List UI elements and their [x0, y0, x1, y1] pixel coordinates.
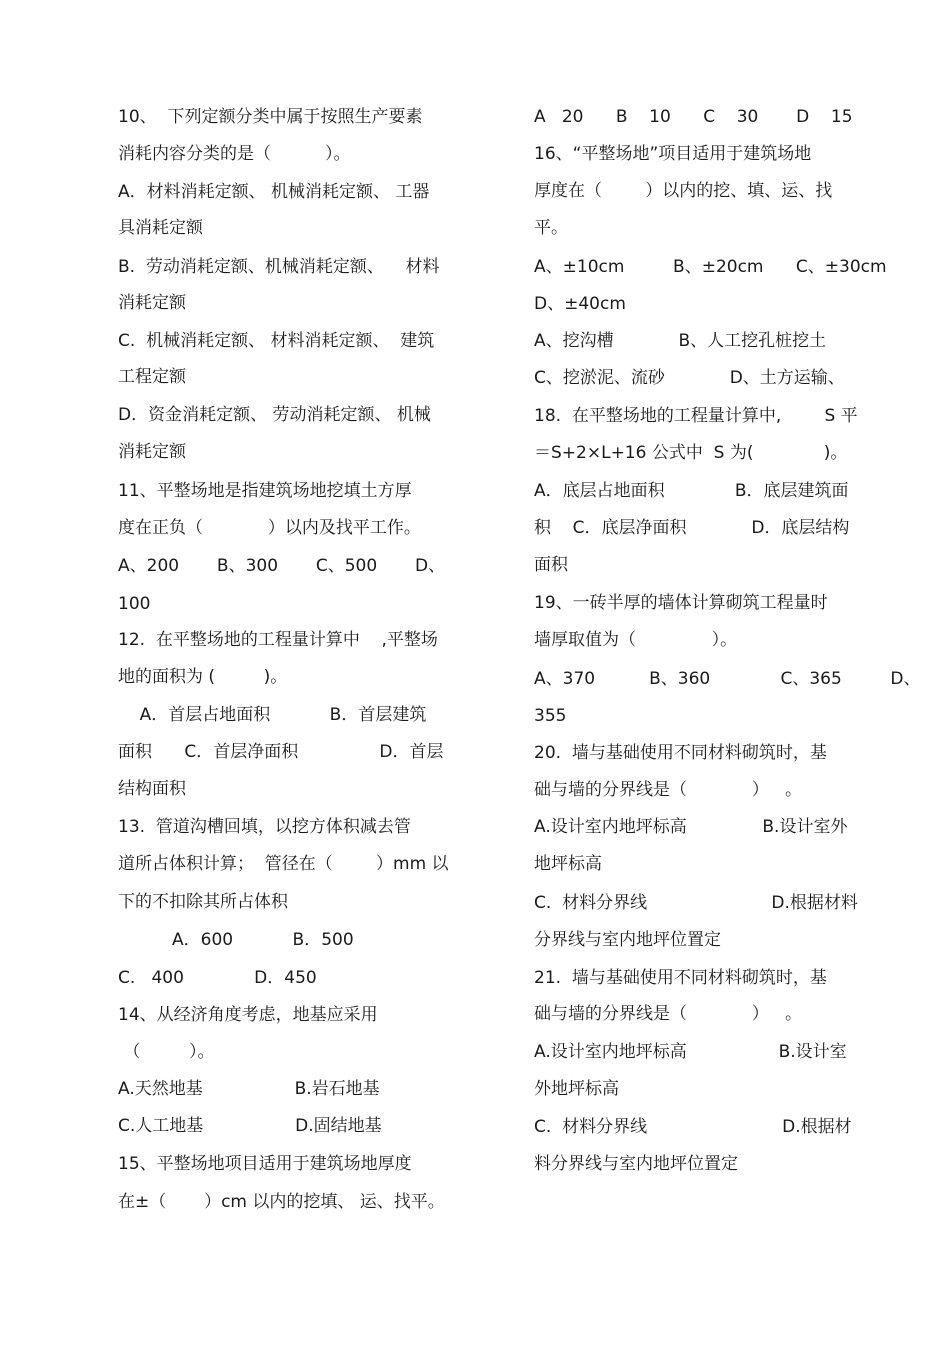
- text-line: A 20 B 10 C 30 D 15: [534, 107, 853, 127]
- text-line: 工程定额: [118, 367, 186, 387]
- text-line: 料分界线与室内地坪位置定: [534, 1154, 738, 1174]
- text-line: C. 材料分界线 D.根据材料: [534, 893, 858, 913]
- text-line: 消耗定额: [118, 442, 186, 462]
- text-line: D、±40cm: [534, 294, 626, 314]
- text-line: 18. 在平整场地的工程量计算中, S 平: [534, 406, 858, 426]
- text-line: A．首层占地面积 B．首层建筑: [118, 705, 427, 725]
- text-line: 面积 C．首层净面积 D．首层: [118, 742, 444, 762]
- text-line: C. 材料分界线 D.根据材: [534, 1117, 852, 1137]
- text-line: A.设计室内地坪标高 B.设计室外: [534, 817, 848, 837]
- text-line: 15、平整场地项目适用于建筑场地厚度: [118, 1154, 412, 1174]
- text-line: 21. 墙与基础使用不同材料砌筑时，基: [534, 968, 827, 988]
- text-line: C、挖淤泥、流砂 D、土方运输、: [534, 368, 845, 388]
- text-line: A、370 B、360 C、365 D、: [534, 669, 921, 689]
- text-line: A.设计室内地坪标高 B.设计室: [534, 1042, 847, 1062]
- text-line: 础与墙的分界线是（ ） 。: [534, 1004, 803, 1024]
- text-line: 16、“平整场地”项目适用于建筑场地: [534, 144, 812, 164]
- text-line: 道所占体积计算； 管径在（ ）mm 以: [118, 854, 449, 874]
- text-line: 平。: [534, 218, 568, 238]
- text-line: 分界线与室内地坪位置定: [534, 930, 721, 950]
- text-line: 355: [534, 706, 567, 726]
- text-line: 面积: [534, 555, 568, 575]
- text-line: A.天然地基 B.岩石地基: [118, 1079, 380, 1099]
- text-line: 础与墙的分界线是（ ） 。: [534, 780, 803, 800]
- text-line: C. 机械消耗定额、 材料消耗定额、 建筑: [118, 331, 435, 351]
- text-line: A、±10cm B、±20cm C、±30cm: [534, 257, 887, 277]
- text-line: 20. 墙与基础使用不同材料砌筑时，基: [534, 743, 827, 763]
- text-line: 度在正负（ ）以内及找平工作。: [118, 518, 421, 538]
- text-line: 地的面积为 ( )。: [118, 667, 288, 687]
- text-line: 具消耗定额: [118, 218, 203, 238]
- text-line: B. 劳动消耗定额、机械消耗定额、 材料: [118, 257, 440, 277]
- text-line: A．底层占地面积 B．底层建筑面: [534, 481, 849, 501]
- text-line: 厚度在（ ）以内的挖、填、运、找: [534, 181, 833, 201]
- text-line: （ ）。: [118, 1042, 215, 1062]
- text-line: A、挖沟槽 B、人工挖孔桩挖土: [534, 331, 827, 351]
- text-line: D．资金消耗定额、 劳动消耗定额、 机械: [118, 405, 431, 425]
- text-line: 13. 管道沟槽回填，以挖方体积减去管: [118, 817, 411, 837]
- text-line: 消耗定额: [118, 293, 186, 313]
- text-line: 墙厚取值为（ ）。: [534, 630, 738, 650]
- text-line: 11、平整场地是指建筑场地挖填土方厚: [118, 481, 412, 501]
- text-line: A．600 B．500: [118, 930, 354, 950]
- text-line: C. 400 D．450: [118, 968, 317, 988]
- text-line: 地坪标高: [534, 854, 602, 874]
- text-line: 下的不扣除其所占体积: [118, 892, 288, 912]
- text-line: 在±（ ）cm 以内的挖填、 运、找平。: [118, 1192, 445, 1212]
- text-line: 12. 在平整场地的工程量计算中 ,平整场: [118, 630, 438, 650]
- text-line: 消耗内容分类的是（ ）。: [118, 144, 351, 164]
- text-line: 10、 下列定额分类中属于按照生产要素: [118, 107, 423, 127]
- text-line: 外地坪标高: [534, 1079, 619, 1099]
- text-line: 结构面积: [118, 779, 186, 799]
- text-line: 积 C．底层净面积 D．底层结构: [534, 518, 850, 538]
- text-line: ＝S+2×L+16 公式中 S 为( )。: [534, 443, 848, 463]
- text-line: 19、一砖半厚的墙体计算砌筑工程量时: [534, 593, 828, 613]
- text-line: 100: [118, 594, 151, 614]
- text-line: A．材料消耗定额、 机械消耗定额、 工器: [118, 182, 430, 202]
- text-line: C.人工地基 D.固结地基: [118, 1116, 382, 1136]
- text-line: A、200 B、300 C、500 D、: [118, 556, 446, 576]
- text-line: 14、从经济角度考虑，地基应采用: [118, 1005, 378, 1025]
